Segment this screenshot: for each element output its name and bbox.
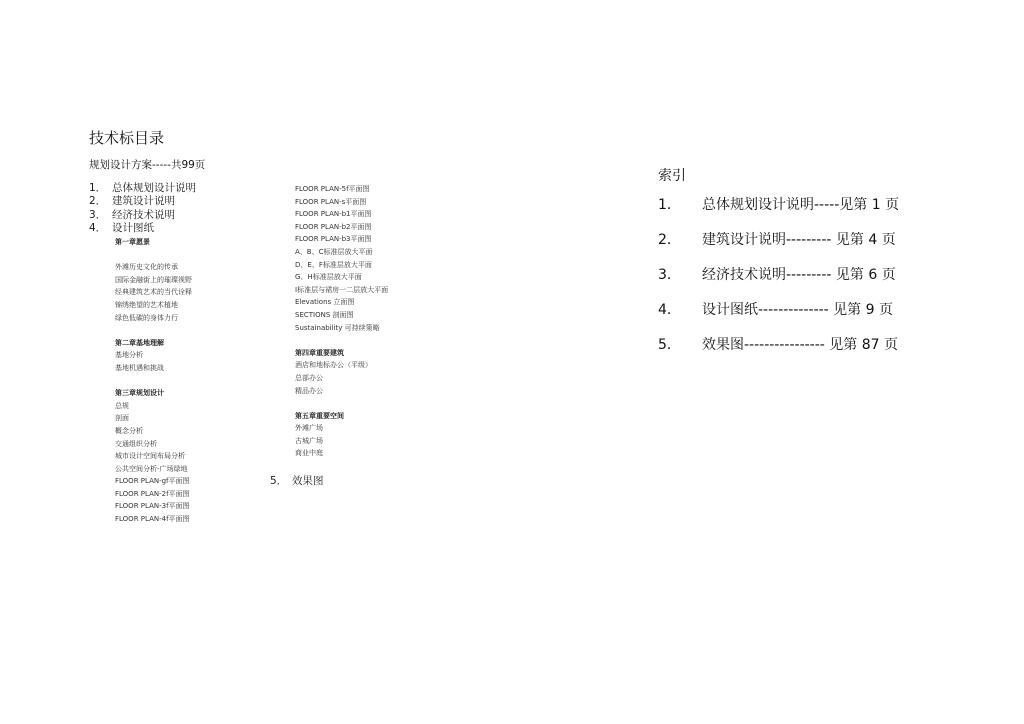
sub-item: 剖面: [115, 414, 129, 423]
sub-item: 基地分析: [115, 351, 143, 360]
index-text: 效果图---------------- 见第 87 页: [702, 337, 898, 353]
item-label: 总体规划设计说明: [112, 182, 196, 194]
sub-item: 酒店和地标办公（平级）: [295, 361, 372, 370]
sub-item: 总部办公: [295, 373, 323, 382]
toc-sub-column-2: [295, 183, 388, 460]
item-number: 1．: [89, 182, 107, 194]
sub-item: FLOOR PLAN-gf平面图: [115, 477, 190, 486]
item-label: 建筑设计说明: [112, 195, 175, 208]
sub-item: A、B、C标准层放大平面: [295, 247, 373, 256]
item-label: 设计图纸: [112, 221, 154, 234]
item-number: 5．: [270, 475, 288, 487]
sub-item: 绿色低碳的身体力行: [115, 313, 178, 322]
sub-item: FLOOR PLAN-b1平面图: [295, 210, 372, 219]
index-text: 设计图纸-------------- 见第 9 页: [702, 302, 893, 318]
sub-item: FLOOR PLAN-2f平面图: [115, 489, 190, 498]
sub-item: 经典建筑艺术的当代诠释: [115, 288, 192, 297]
index-item: [658, 334, 899, 369]
sub-item: 外滩历史文化的传承: [115, 263, 178, 272]
sub-item: 基地机遇和挑战: [115, 363, 164, 372]
chapter-heading: 第三章规划设计: [115, 389, 164, 398]
sub-item: 概念分析: [115, 426, 143, 435]
toc-item-5: [270, 473, 324, 488]
sub-item: FLOOR PLAN-4f平面图: [115, 515, 190, 524]
item-label: 经济技术说明: [112, 208, 175, 221]
index-item: [658, 229, 899, 264]
index-number: 2．: [658, 232, 681, 248]
sub-item: 商业中庭: [295, 449, 323, 458]
toc-sub-column-1: [115, 236, 192, 526]
sub-item: 城市设计空间布局分析: [115, 452, 185, 461]
sub-item: Sustainability 可持续策略: [295, 323, 380, 332]
sub-item: 公共空间分析-广场绿地: [115, 464, 188, 473]
sub-item: FLOOR PLAN-5f平面图: [295, 185, 370, 193]
item-number: 3．: [89, 208, 107, 221]
toc-main-item: [89, 222, 196, 235]
item-number: 2．: [89, 195, 107, 208]
index-number: 5．: [658, 337, 681, 353]
index-item: [658, 194, 899, 229]
toc-main-item: [89, 195, 196, 208]
toc-subtitle: 规划设计方案-----共99页: [89, 159, 206, 171]
toc-title: 技术标目录: [89, 129, 165, 147]
chapter-heading: 第四章重要建筑: [295, 348, 344, 357]
sub-item: FLOOR PLAN-3f平面图: [115, 502, 190, 511]
sub-item: 总规: [115, 401, 129, 410]
sub-item: G、H标准层放大平面: [295, 273, 362, 282]
sub-item: 古城广场: [295, 436, 323, 445]
index-text: 总体规划设计说明-----见第 1 页: [702, 197, 900, 213]
sub-item: D、E、F标准层放大平面: [295, 260, 372, 269]
sub-item: FLOOR PLAN-b2平面图: [295, 222, 372, 231]
index-text: 建筑设计说明--------- 见第 4 页: [702, 232, 896, 248]
index-title: 索引: [658, 168, 686, 184]
sub-item: 外滩广场: [295, 424, 323, 433]
item-label: 效果图: [292, 475, 324, 487]
sub-item: FLOOR PLAN-b3平面图: [295, 235, 372, 244]
index-number: 1．: [658, 197, 681, 213]
toc-main-item: [89, 209, 196, 222]
sub-item: 国际金融街上的璀璨视野: [115, 275, 192, 284]
index-number: 4．: [658, 302, 681, 318]
chapter-heading: 第一章愿景: [115, 238, 150, 246]
toc-main-item: [89, 182, 196, 195]
sub-item: FLOOR PLAN-s平面图: [295, 197, 367, 206]
chapter-heading: 第二章基地理解: [115, 338, 164, 347]
sub-item: 交通组织分析: [115, 439, 157, 448]
sub-item: SECTIONS 剖面图: [295, 310, 354, 319]
index-list: [658, 194, 899, 369]
chapter-heading: 第五章重要空间: [295, 411, 344, 420]
item-number: 4．: [89, 221, 107, 234]
sub-item: I标准层与裙房一二层放大平面: [295, 285, 389, 294]
index-text: 经济技术说明--------- 见第 6 页: [702, 267, 896, 283]
index-number: 3．: [658, 267, 681, 283]
index-item: [658, 264, 899, 299]
index-item: [658, 299, 899, 334]
sub-item: Elevations 立面图: [295, 298, 355, 307]
sub-item: 锦绣绝望的艺术植地: [115, 300, 178, 309]
toc-main-list: [89, 182, 196, 235]
sub-item: 精品办公: [295, 386, 323, 395]
